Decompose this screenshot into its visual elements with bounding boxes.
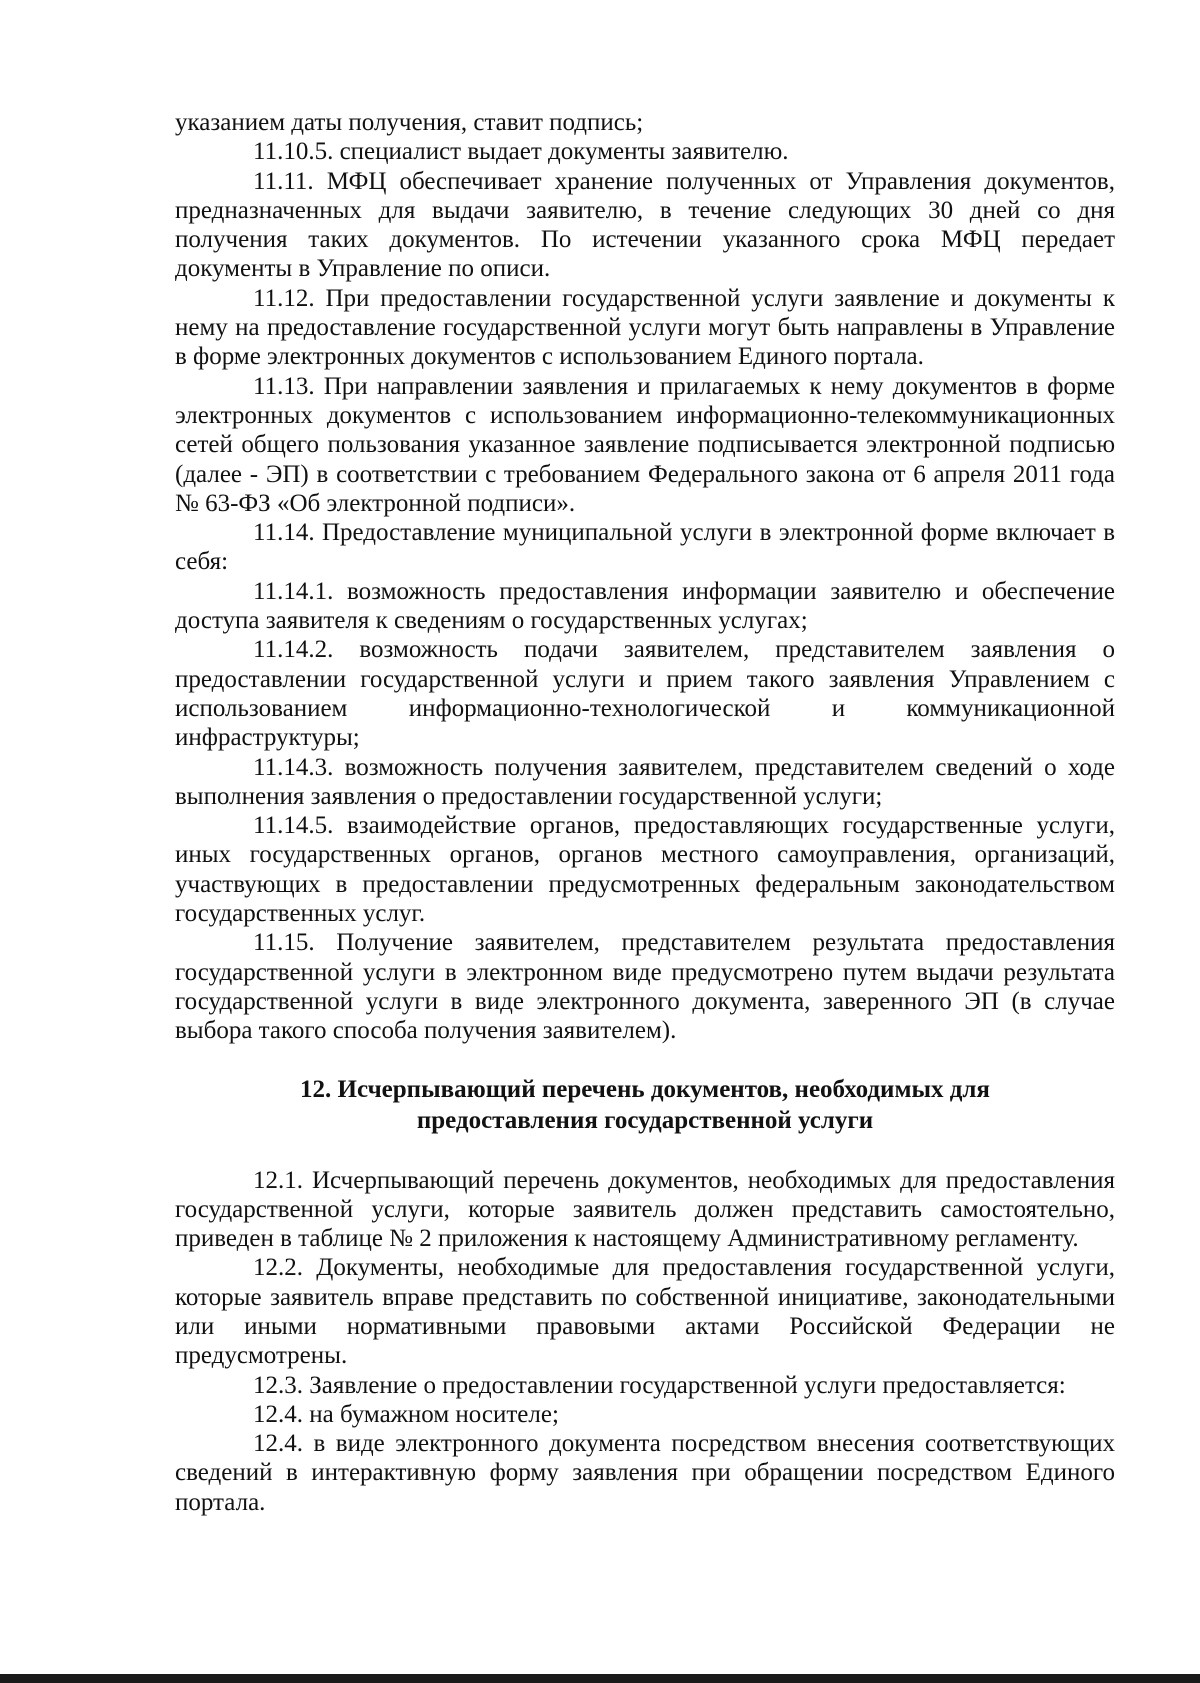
paragraph-12-4-paper: 12.4. на бумажном носителе; bbox=[253, 1400, 559, 1428]
scan-bottom-edge bbox=[0, 1674, 1200, 1683]
paragraph-11-14: 11.14. Предоставление муниципальной услуги в электронной форме включает в себя: bbox=[175, 519, 1115, 576]
paragraph-continuation: указанием даты получения, ставит подпись; bbox=[175, 109, 644, 136]
section-heading-line-1: 12. Исчерпывающий перечень документов, необходимых для bbox=[300, 1075, 990, 1103]
paragraph-12-3: 12.3. Заявление о предоставлении государственной услуги предоставляется: bbox=[253, 1371, 1066, 1399]
paragraph-11-10-5: 11.10.5. специалист выдает документы заявителю. bbox=[253, 138, 789, 166]
paragraph-12-1: 12.1. Исчерпывающий перечень документов, необходимых для предоставления государственной услуги, которые заявитель должен представить самостоятельно, приведен в таблице № 2 приложения к настоящему Административному регламенту. bbox=[175, 1166, 1115, 1253]
paragraph-11-14-3: 11.14.3. возможность получения заявителем, представителем сведений о ходе выполнения заявления о предоставлении государственной услуги; bbox=[175, 753, 1115, 810]
paragraph-11-12: 11.12. При предоставлении государственной услуги заявление и документы к нему на предоставление государственной услуги могут быть направлены в Управление в форме электронных документов с использованием Единого портала. bbox=[175, 284, 1115, 371]
paragraph-11-14-1: 11.14.1. возможность предоставления информации заявителю и обеспечение доступа заявителя к сведениям о государственных услугах; bbox=[175, 577, 1115, 635]
paragraph-11-13: 11.13. При направлении заявления и прилагаемых к нему документов в форме электронных документов с использованием информационно-телекоммуникационных сетей общего пользования указанное заявление подписывается электронной подписью (далее - ЭП) в соответствии с требованием Федерального закона от 6 апреля 2011 года № 63-ФЗ «Об электронной подписи». bbox=[175, 372, 1115, 517]
paragraph-12-2: 12.2. Документы, необходимые для предоставления государственной услуги, которые заявитель вправе представить по собственной инициативе, законодательными или иными нормативными правовыми актами Российской Федерации не предусмотрены. bbox=[175, 1254, 1115, 1370]
paragraph-12-4-electronic: 12.4. в виде электронного документа посредством внесения соответствующих сведений в интерактивную форму заявления при обращении посредством Единого портала. bbox=[175, 1430, 1115, 1516]
section-heading-line-2: предоставления государственной услуги bbox=[416, 1106, 874, 1134]
document-body bbox=[175, 108, 1115, 1517]
section-12-body bbox=[175, 1166, 1115, 1518]
paragraph-11-11: 11.11. МФЦ обеспечивает хранение полученных от Управления документов, предназначенных для выдачи заявителю, в течение следующих 30 дней со дня получения таких документов. По истечении указанного срока МФЦ передает документы в Управление по описи. bbox=[175, 167, 1115, 283]
paragraph-11-15: 11.15. Получение заявителем, представителем результата предоставления государственной услуги в электронном виде предусмотрено путем выдачи результата государственной услуги в виде электронного документа, заверенного ЭП (в случае выбора такого способа получения заявителем). bbox=[175, 929, 1115, 1045]
paragraph-11-14-5: 11.14.5. взаимодействие органов, предоставляющих государственные услуги, иных государственных органов, органов местного самоуправления, организаций, участвующих в предоставлении предусмотренных федеральным законодательством государственных услуг. bbox=[175, 812, 1115, 928]
section-heading-12 bbox=[175, 1074, 1115, 1136]
paragraph-11-14-2: 11.14.2. возможность подачи заявителем, представителем заявления о предоставлении государственной услуги и прием такого заявления Управлением с использованием информационно-технологической и коммуникационной инфраструктуры; bbox=[175, 636, 1115, 752]
